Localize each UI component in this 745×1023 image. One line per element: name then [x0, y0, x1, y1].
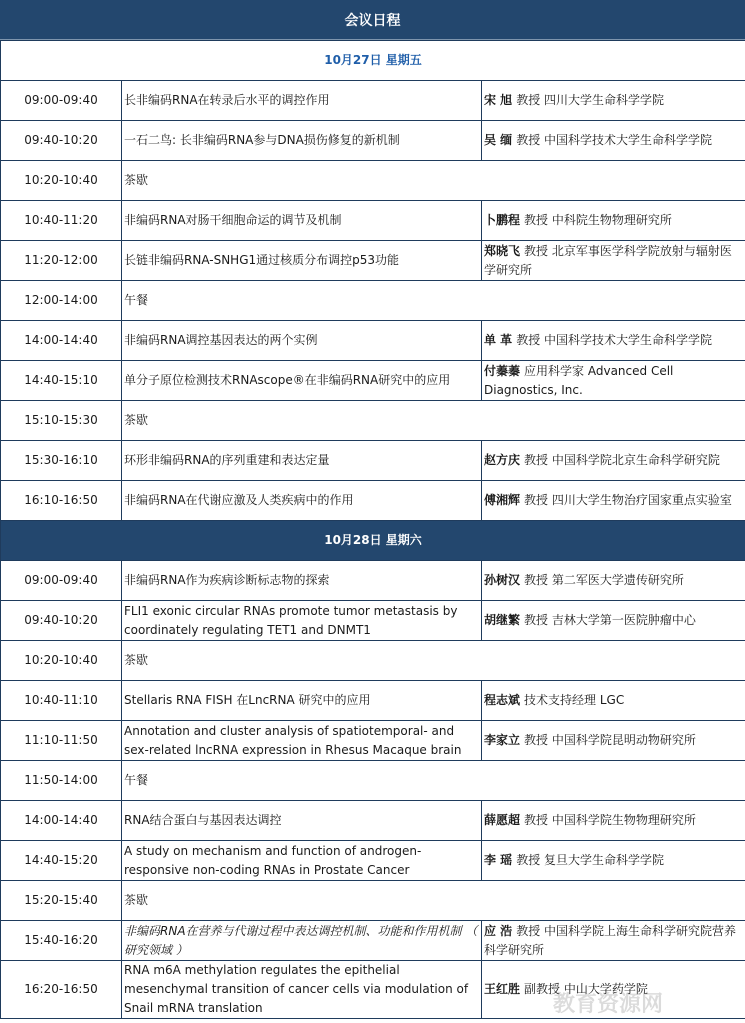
speaker-role: 教授 — [524, 493, 549, 507]
speaker-cell — [482, 201, 745, 241]
break-cell: 茶歇 — [122, 161, 745, 201]
speaker-role: 教授 — [524, 573, 549, 587]
topic-cell: FLI1 exonic circular RNAs promote tumor metastasis by coordinately regulating TET1 and DNMT1 — [122, 601, 482, 641]
speaker-org: 中国科学院北京生命科学研究院 — [551, 453, 720, 467]
speaker-org: 中国科学技术大学生命科学学院 — [544, 133, 713, 147]
speaker-name: 孙树汉 — [484, 573, 521, 587]
speaker-cell — [482, 801, 745, 841]
time-cell: 11:10-11:50 — [1, 721, 122, 761]
speaker-cell — [482, 121, 745, 161]
table-row — [1, 561, 745, 601]
time-cell: 10:40-11:10 — [1, 681, 122, 721]
topic-cell: 长链非编码RNA-SNHG1通过核质分布调控p53功能 — [122, 241, 482, 281]
speaker-cell — [482, 81, 745, 121]
speaker-name: 郑晓飞 — [484, 243, 521, 258]
table-row — [1, 721, 745, 761]
day-header-row — [1, 521, 745, 561]
break-cell: 午餐 — [122, 761, 745, 801]
speaker-cell — [482, 561, 745, 601]
speaker-cell — [482, 681, 745, 721]
day-header: 10月27日 星期五 — [1, 41, 745, 81]
topic-cell: 非编码RNA在营养与代谢过程中表达调控机制、功能和作用机制 （ 研究领域 ） — [122, 921, 482, 961]
time-cell: 15:10-15:30 — [1, 401, 122, 441]
speaker-org: 北京军事医学科学院放射与辐射医学研究所 — [484, 243, 732, 277]
day-header: 10月28日 星期六 — [1, 521, 745, 561]
table-row — [1, 681, 745, 721]
time-cell: 09:40-10:20 — [1, 121, 122, 161]
table-row — [1, 641, 745, 681]
table-row — [1, 201, 745, 241]
time-cell: 15:20-15:40 — [1, 881, 122, 921]
table-row — [1, 801, 745, 841]
time-cell: 09:00-09:40 — [1, 81, 122, 121]
speaker-name: 卜鹏程 — [484, 213, 521, 227]
time-cell: 15:40-16:20 — [1, 921, 122, 961]
time-cell: 09:00-09:40 — [1, 561, 122, 601]
speaker-org: 复旦大学生命科学学院 — [544, 853, 665, 867]
speaker-role: 教授 — [524, 733, 549, 747]
speaker-name: 赵方庆 — [484, 453, 521, 467]
topic-cell: 非编码RNA调控基因表达的两个实例 — [122, 321, 482, 361]
speaker-role: 教授 — [516, 923, 541, 938]
time-cell: 10:20-10:40 — [1, 641, 122, 681]
time-cell: 09:40-10:20 — [1, 601, 122, 641]
table-row — [1, 401, 745, 441]
table-row — [1, 281, 745, 321]
time-cell: 11:20-12:00 — [1, 241, 122, 281]
speaker-cell — [482, 921, 745, 961]
break-cell: 茶歇 — [122, 401, 745, 441]
topic-cell: RNA m6A methylation regulates the epithelial mesenchymal transition of cancer cells via modulation of Snail mRNA translation — [122, 961, 482, 1019]
table-row — [1, 761, 745, 801]
speaker-org: 四川大学生命科学学院 — [544, 93, 665, 107]
table-row — [1, 81, 745, 121]
table-row — [1, 241, 745, 281]
table-row — [1, 321, 745, 361]
speaker-org: 中山大学药学院 — [563, 982, 648, 996]
time-cell: 16:10-16:50 — [1, 481, 122, 521]
speaker-cell — [482, 441, 745, 481]
speaker-name: 付蓁蓁 — [484, 363, 521, 378]
table-row — [1, 881, 745, 921]
speaker-role: 教授 — [516, 133, 541, 147]
topic-cell: 环形非编码RNA的序列重建和表达定量 — [122, 441, 482, 481]
time-cell: 16:20-16:50 — [1, 961, 122, 1019]
schedule-body — [1, 41, 745, 1019]
speaker-name: 单 革 — [484, 333, 513, 347]
speaker-org: 中国科学技术大学生命科学学院 — [544, 333, 713, 347]
time-cell: 14:40-15:20 — [1, 841, 122, 881]
speaker-org: 中国科学院上海生命科学研究院营养科学研究所 — [484, 923, 737, 957]
speaker-cell — [482, 241, 745, 281]
topic-cell: 单分子原位检测技术RNAscope®在非编码RNA研究中的应用 — [122, 361, 482, 401]
speaker-org: LGC — [599, 693, 625, 707]
time-cell: 10:40-11:20 — [1, 201, 122, 241]
speaker-org: 第二军医大学遗传研究所 — [551, 573, 684, 587]
table-row — [1, 121, 745, 161]
time-cell: 14:00-14:40 — [1, 801, 122, 841]
table-row — [1, 601, 745, 641]
speaker-role: 教授 — [516, 853, 541, 867]
topic-cell: 非编码RNA作为疾病诊断标志物的探索 — [122, 561, 482, 601]
time-cell: 11:50-14:00 — [1, 761, 122, 801]
speaker-cell — [482, 721, 745, 761]
time-cell: 10:20-10:40 — [1, 161, 122, 201]
speaker-cell — [482, 961, 745, 1019]
table-row — [1, 841, 745, 881]
speaker-name: 李 瑶 — [484, 853, 513, 867]
time-cell: 14:40-15:10 — [1, 361, 122, 401]
speaker-role: 教授 — [516, 333, 541, 347]
speaker-cell — [482, 481, 745, 521]
speaker-role: 教授 — [524, 213, 549, 227]
speaker-role: 副教授 — [524, 982, 561, 996]
topic-cell: 长非编码RNA在转录后水平的调控作用 — [122, 81, 482, 121]
table-row — [1, 361, 745, 401]
topic-cell: Annotation and cluster analysis of spatiotemporal- and sex-related lncRNA expression in Rhesus Macaque brain — [122, 721, 482, 761]
speaker-name: 吴 缅 — [484, 133, 513, 147]
speaker-role: 教授 — [524, 243, 549, 258]
speaker-name: 宋 旭 — [484, 93, 513, 107]
speaker-role: 教授 — [524, 613, 549, 627]
speaker-name: 程志斌 — [484, 693, 521, 707]
table-row — [1, 481, 745, 521]
speaker-role: 技术支持经理 — [524, 693, 597, 707]
topic-cell: Stellaris RNA FISH 在LncRNA 研究中的应用 — [122, 681, 482, 721]
page-title: 会议日程 — [0, 0, 745, 40]
speaker-org: 中国科学院生物物理研究所 — [551, 813, 696, 827]
speaker-cell — [482, 841, 745, 881]
speaker-org: 四川大学生物治疗国家重点实验室 — [551, 493, 732, 507]
speaker-name: 李家立 — [484, 733, 521, 747]
speaker-name: 王红胜 — [484, 982, 521, 996]
table-row — [1, 441, 745, 481]
time-cell: 14:00-14:40 — [1, 321, 122, 361]
speaker-role: 教授 — [516, 93, 541, 107]
speaker-org: 中国科学院昆明动物研究所 — [551, 733, 696, 747]
speaker-name: 应 浩 — [484, 923, 513, 938]
table-row — [1, 961, 745, 1019]
table-row — [1, 921, 745, 961]
speaker-cell — [482, 361, 745, 401]
topic-cell: 一石二鸟: 长非编码RNA参与DNA损伤修复的新机制 — [122, 121, 482, 161]
break-cell: 午餐 — [122, 281, 745, 321]
speaker-cell — [482, 321, 745, 361]
speaker-name: 薛愿超 — [484, 813, 521, 827]
topic-cell: 非编码RNA对肠干细胞命运的调节及机制 — [122, 201, 482, 241]
topic-cell: A study on mechanism and function of androgen-responsive non-coding RNAs in Prostate Cancer — [122, 841, 482, 881]
topic-cell: RNA结合蛋白与基因表达调控 — [122, 801, 482, 841]
time-cell: 12:00-14:00 — [1, 281, 122, 321]
break-cell: 茶歇 — [122, 881, 745, 921]
svg-text:教育资源网: 教育资源网 — [553, 992, 664, 1017]
table-row — [1, 161, 745, 201]
speaker-org: Advanced Cell Diagnostics, Inc. — [484, 363, 674, 397]
speaker-org: 中科院生物物理研究所 — [551, 213, 672, 227]
speaker-role: 教授 — [524, 453, 549, 467]
speaker-cell — [482, 601, 745, 641]
topic-cell: 非编码RNA在代谢应激及人类疾病中的作用 — [122, 481, 482, 521]
speaker-role: 教授 — [524, 813, 549, 827]
day-header-row — [1, 41, 745, 81]
speaker-role: 应用科学家 — [524, 363, 585, 378]
speaker-org: 吉林大学第一医院肿瘤中心 — [551, 613, 696, 627]
schedule-table — [0, 40, 745, 1019]
time-cell: 15:30-16:10 — [1, 441, 122, 481]
break-cell: 茶歇 — [122, 641, 745, 681]
speaker-name: 傅湘辉 — [484, 493, 521, 507]
speaker-name: 胡继繁 — [484, 613, 521, 627]
